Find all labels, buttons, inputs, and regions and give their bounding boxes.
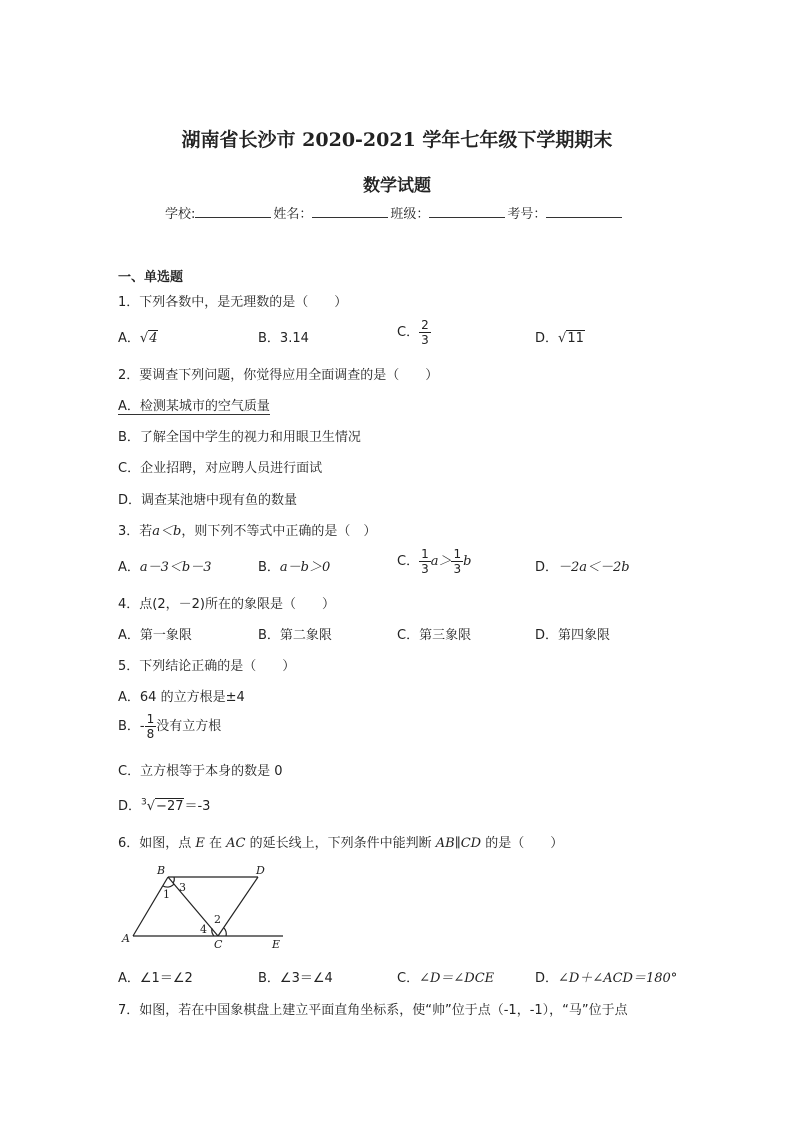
- q6-option-d[interactable]: D．∠D＋∠ACD＝180°: [535, 971, 678, 986]
- q4-option-d[interactable]: D．第四象限: [535, 628, 611, 643]
- q6-option-c[interactable]: C．∠D＝∠DCE: [397, 971, 495, 986]
- q3-stem: 3．若a＜b，则下列不等式中正确的是（ ）: [118, 524, 377, 539]
- label-angle-3: 3: [179, 881, 186, 894]
- label-e: E: [272, 938, 281, 950]
- section-heading: 一、单选题: [118, 270, 184, 285]
- q2-option-b[interactable]: B．了解全国中学生的视力和用眼卫生情况: [118, 430, 361, 445]
- label-a: A: [122, 932, 130, 945]
- q1-option-b[interactable]: B．3.14: [258, 331, 309, 346]
- q4-option-c[interactable]: C．第三象限: [397, 628, 472, 643]
- label-angle-2: 2: [214, 913, 221, 926]
- q5-stem: 5．下列结论正确的是（ ）: [118, 659, 296, 674]
- label-d: D: [256, 864, 265, 877]
- q5-option-a[interactable]: A．64 的立方根是±4: [118, 690, 245, 705]
- label-angle-1: 1: [163, 888, 170, 901]
- q6-option-a[interactable]: A．∠1＝∠2: [118, 971, 193, 986]
- q1-fraction: $\frac{2}{3}$: [421, 318, 429, 347]
- angle-3-arc: [173, 877, 174, 883]
- q3-option-d[interactable]: D．－2a＜－2b: [535, 560, 630, 575]
- q6-option-b[interactable]: B．∠3＝∠4: [258, 971, 333, 986]
- q1-option-d[interactable]: D．√11: [535, 331, 584, 346]
- q3-option-a[interactable]: A．a－3＜b－3: [118, 560, 212, 575]
- name-label: 姓名：: [273, 207, 313, 222]
- q2-option-d[interactable]: D．调查某池塘中现有鱼的数量: [118, 493, 298, 508]
- school-label: 学校:: [165, 207, 196, 222]
- angle-1-arc: [163, 884, 174, 887]
- school-blank[interactable]: [195, 205, 271, 218]
- q3-option-b[interactable]: B．a－b＞0: [258, 560, 331, 575]
- q4-option-a[interactable]: A．第一象限: [118, 628, 192, 643]
- label-angle-4: 4: [200, 923, 207, 936]
- class-blank[interactable]: [429, 205, 505, 218]
- q5-option-c[interactable]: C．立方根等于本身的数是 0: [118, 764, 283, 779]
- segment-bc: [168, 877, 218, 936]
- q6-stem: 6．如图，点 E 在 AC 的延长线上，下列条件中能判断 AB∥CD 的是（ ）: [118, 836, 564, 851]
- q5-option-d[interactable]: D．$^3$√−27＝-3: [118, 797, 211, 814]
- q2-stem: 2．要调查下列问题，你觉得应用全面调查的是（ ）: [118, 368, 439, 383]
- q1-option-c[interactable]: C． $\frac{2}{3}$: [397, 318, 429, 347]
- class-label: 班级：: [390, 207, 430, 222]
- student-info-row: [165, 203, 624, 222]
- parallelogram-figure: [118, 862, 288, 950]
- label-b: B: [157, 864, 166, 877]
- q1-option-a[interactable]: A．√4: [118, 331, 158, 346]
- exam-title: 湖南省长沙市 2020-2021 学年七年级下学期期末: [181, 129, 613, 151]
- name-blank[interactable]: [312, 205, 388, 218]
- q5-option-b[interactable]: B．- $\frac{1}{8}$ 没有立方根: [118, 712, 222, 741]
- q2-option-c[interactable]: C．企业招聘，对应聘人员进行面试: [118, 461, 323, 476]
- q4-option-b[interactable]: B．第二象限: [258, 628, 332, 643]
- number-blank[interactable]: [546, 205, 622, 218]
- q7-stem: 7．如图，若在中国象棋盘上建立平面直角坐标系，使“帅”位于点（-1，-1），“马”位于点: [118, 1003, 628, 1018]
- q3-option-c[interactable]: C． $\frac{1}{3}$ a＞ $\frac{1}{3}$ b: [397, 547, 472, 576]
- label-c: C: [214, 938, 223, 950]
- exam-subtitle: 数学试题: [363, 176, 431, 196]
- q4-stem: 4．点(2，－2)所在的象限是（ ）: [118, 597, 335, 612]
- angle-2-arc: [224, 928, 226, 936]
- q1-stem: 1．下列各数中，是无理数的是（ ）: [118, 295, 348, 310]
- segment-dc: [218, 877, 258, 936]
- segment-ab: [133, 877, 168, 936]
- number-label: 考号：: [507, 207, 547, 222]
- q2-option-a[interactable]: A．检测某城市的空气质量: [118, 399, 270, 414]
